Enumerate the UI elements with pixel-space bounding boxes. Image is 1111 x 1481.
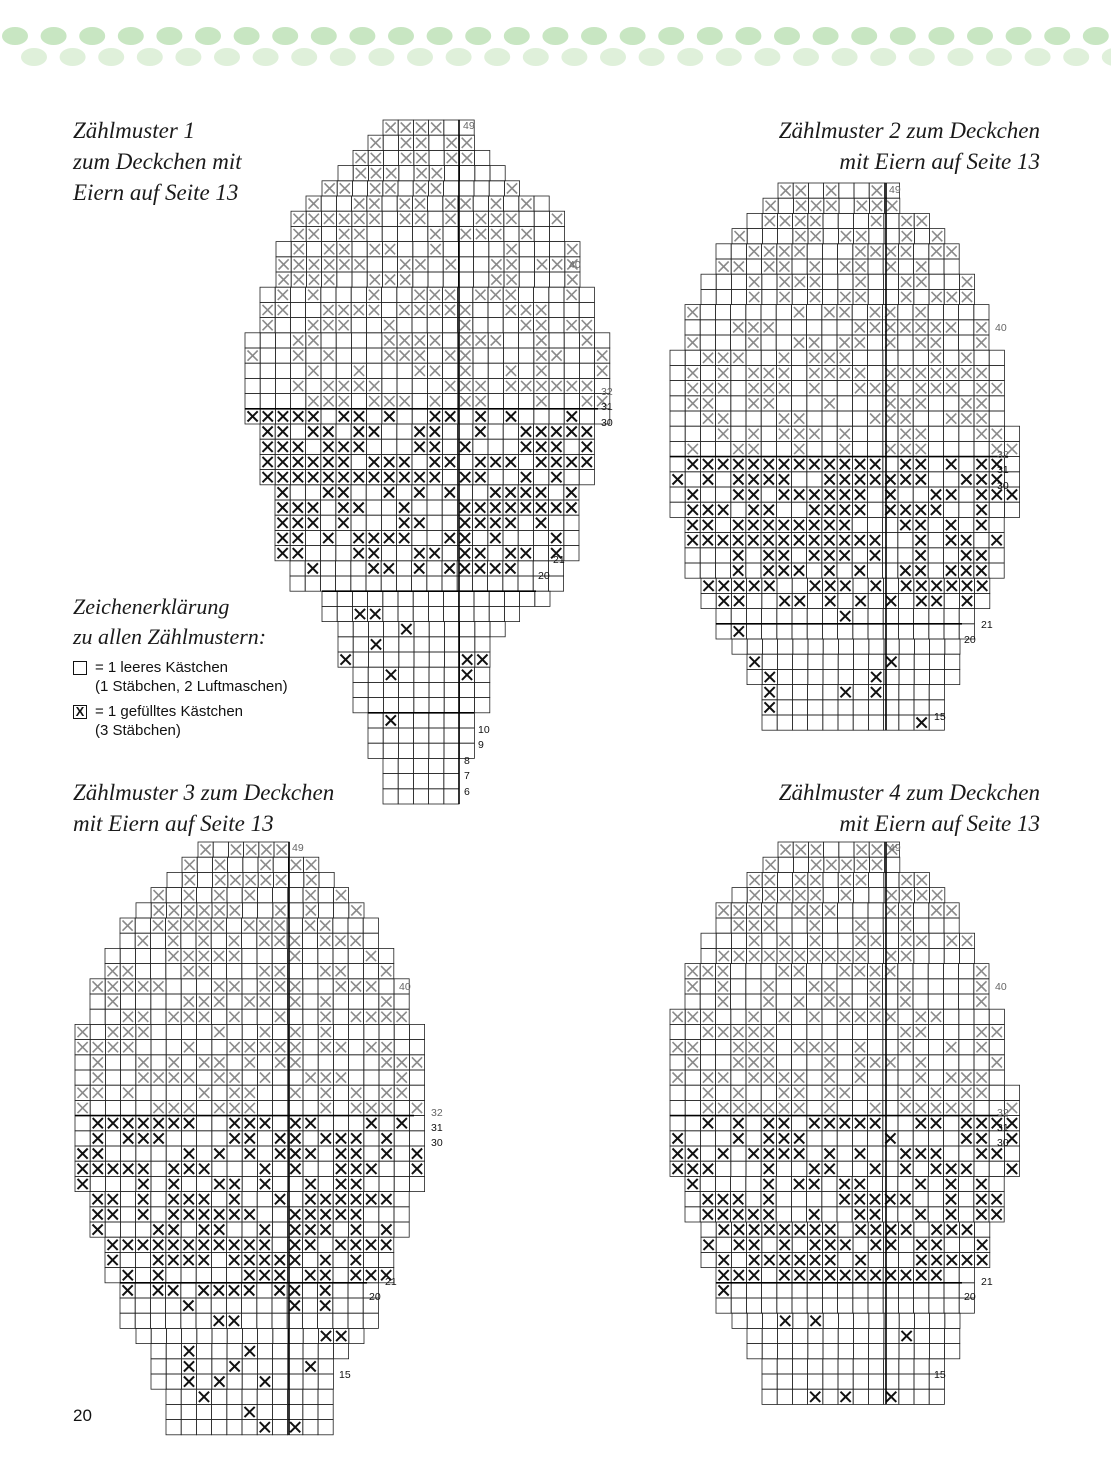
row-number-label: 10 [478, 724, 490, 736]
row-number-label: 40 [995, 322, 1007, 334]
row-number-label: 30 [997, 1137, 1009, 1149]
row-number-label: 30 [997, 480, 1009, 492]
row-number-label: 20 [369, 1291, 381, 1303]
row-number-label: 49 [463, 120, 475, 132]
row-number-label: 49 [889, 842, 901, 854]
row-number-label: 30 [431, 1137, 443, 1149]
row-number-label: 21 [385, 1276, 397, 1288]
legend-item-empty: = 1 leeres Kästchen (1 Stäbchen, 2 Luftmaschen) [73, 658, 373, 696]
row-number-label: 15 [339, 1369, 351, 1381]
chart-4-title: Zählmuster 4 zum Deckchen mit Eiern auf Seite 13 [778, 780, 1040, 836]
row-number-label: 31 [997, 1122, 1009, 1134]
row-number-label: 8 [464, 755, 470, 767]
filled-square-icon: X [73, 705, 87, 719]
legend-item-filled: X = 1 gefülltes Kästchen (3 Stäbchen) [73, 702, 373, 740]
chart-2-title: Zählmuster 2 zum Deckchen mit Eiern auf Seite 13 [778, 118, 1040, 174]
row-number-label: 32 [997, 1107, 1009, 1119]
row-number-label: 21 [553, 554, 565, 566]
row-number-label: 20 [964, 1291, 976, 1303]
row-number-label: 40 [399, 981, 411, 993]
legend-title: Zeichenerklärung zu allen Zählmustern: [73, 594, 267, 649]
row-number-label: 15 [934, 711, 946, 723]
row-number-label: 15 [934, 1369, 946, 1381]
row-number-label: 32 [431, 1107, 443, 1119]
row-number-label: 21 [981, 619, 993, 631]
row-number-label: 31 [431, 1122, 443, 1134]
row-number-label: 7 [464, 770, 470, 782]
row-number-label: 6 [464, 786, 470, 798]
page-number: 20 [73, 1406, 92, 1425]
chart-1-title: Zählmuster 1 zum Deckchen mit Eiern auf Seite 13 [73, 118, 242, 205]
row-number-label: 20 [964, 634, 976, 646]
row-number-label: 9 [478, 739, 484, 751]
row-number-label: 31 [997, 464, 1009, 476]
row-number-label: 49 [889, 184, 901, 196]
row-number-label: 32 [997, 449, 1009, 461]
row-number-label: 31 [601, 401, 613, 413]
row-number-label: 21 [981, 1276, 993, 1288]
row-number-label: 49 [292, 842, 304, 854]
row-number-label: 40 [995, 981, 1007, 993]
row-number-label: 40 [569, 259, 581, 271]
row-number-label: 20 [538, 570, 550, 582]
row-number-label: 30 [601, 417, 613, 429]
chart-3-title: Zählmuster 3 zum Deckchen mit Eiern auf Seite 13 [73, 780, 335, 836]
row-number-label: 32 [601, 386, 613, 398]
